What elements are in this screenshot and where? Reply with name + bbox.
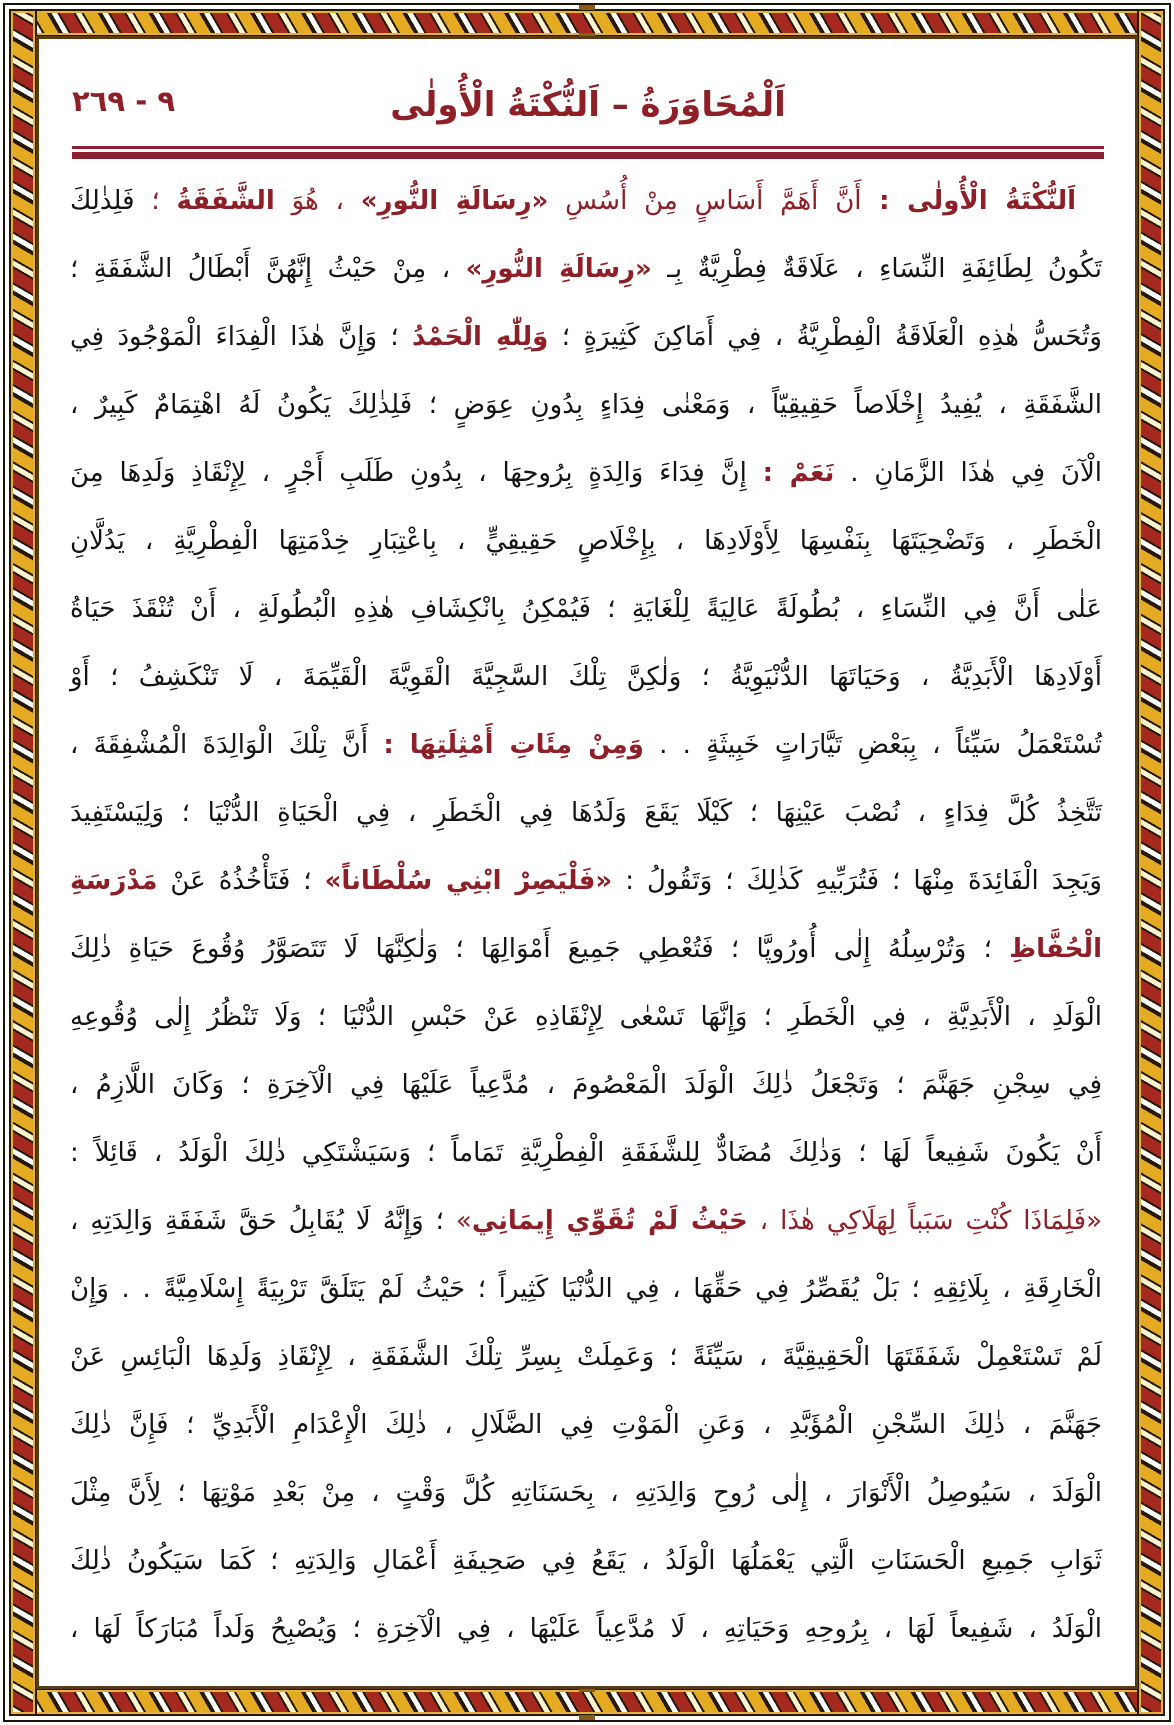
text-line [70, 711, 1102, 779]
text-line [70, 1527, 1102, 1595]
text-segment-highlight: ، هُوَ [274, 186, 361, 216]
border-center-ornament [579, 1715, 595, 1720]
text-segment: الْوَلَدَ ، سَيُوصِلُ الْأَنْوَارَ ، إِلٰى رُوحِ وَالِدَتِهِ ، بِحَسَنَاتِهِ كُلَّ وَقْتٍ ، مِنْ بَعْدِ مَوْتِهَا ؛ لِأَنَّ مِثْلَ [70, 1478, 1102, 1508]
ornamental-border-top [9, 9, 1165, 37]
text-segment: الْآنَ فِي هٰذَا الزَّمَانِ . [834, 458, 1102, 488]
text-segment: تَتَّخِذُ كُلَّ فِدَاءٍ ، نُصْبَ عَيْنِهَا ؛ كَيْلَا يَقَعَ وَلَدُهَا فِي الْخَطَرِ ، فِي الْحَيَاةِ الدُّنْيَا ؛ وَلِيَسْتَفِيدَ [70, 798, 1102, 828]
text-segment: أَوْلَادِهَا الْأَبَدِيَّةُ ، وَحَيَاتَهَا الدُّنْيَوِيَّةُ ؛ وَلٰكِنَّ تِلْكَ السَّجِيَّةَ الْقَوِيَّةَ الْقَيِّمَةَ ، لَا تَنْكَشِفُ ؛ أَوْ [70, 662, 1102, 692]
header-rule-thick [72, 152, 1104, 159]
text-line [70, 847, 1102, 915]
text-segment: ثَوَابِ جَمِيعِ الْحَسَنَاتِ الَّتِي يَعْمَلُهَا الْوَلَدُ ، يَقَعُ فِي صَحِيفَةِ أَعْمَالِ وَالِدَتِهِ ؛ كَمَا سَيَكُونُ ذٰلِكَ [70, 1546, 1102, 1576]
text-line [70, 1119, 1102, 1187]
text-segment: ؛ وَتُرْسِلُهُ إِلٰى أُورُوپَّا ؛ فَتُعْطِي جَمِيعَ أَمْوَالِهَا ؛ وَلٰكِنَّهَا لَا تَتَصَوَّرُ وُقُوعَ حَيَاةِ ذٰلِكَ [70, 934, 1010, 964]
text-line [70, 507, 1102, 575]
text-segment: الْخَارِقَةِ ، بِلَائِقِهِ ؛ بَلْ يُقَصِّرُ فِي حَقِّهَا ، فِي الدُّنْيَا كَثِيراً ؛ حَيْثُ لَمْ يَتَلَقَّ تَرْبِيَةً إِسْلَامِيَّةً . . وَإِنْ [70, 1274, 1102, 1304]
text-segment-highlight: الْحُفَّاظِ [1009, 934, 1102, 964]
text-line [70, 575, 1102, 643]
text-line [70, 1391, 1102, 1459]
text-line [70, 439, 1102, 507]
text-segment: أَنْ يَكُونَ شَفِيعاً لَهَا ؛ وَذٰلِكَ مُضَادٌّ لِلشَّفَقَةِ الْفِطْرِيَّةِ تَمَاماً ؛ وَسَيَشْتَكِي ذٰلِكَ الْوَلَدُ ، قَائِلاً : [70, 1138, 1102, 1168]
text-segment: ؛ فَتَأْخُذُهُ عَنْ [157, 866, 325, 896]
text-segment-highlight: أَنَّ أَهَمَّ أَسَاسٍ مِنْ أُسُسِ [548, 186, 862, 216]
text-segment: لَمْ تَسْتَعْمِلْ شَفَقَتَهَا الْحَقِيقِيَّةَ ، سَيِّئَةً ؛ وَعَمِلَتْ بِسِرِّ تِلْكَ الشَّفَقَةِ ، لِإِنْقَاذِ وَلَدِهَا الْبَائِسِ عَنْ [70, 1342, 1102, 1372]
text-line [70, 1323, 1102, 1391]
text-segment-highlight: وَمِنْ مِئَاتِ أَمْثِلَتِهَا : [383, 730, 644, 760]
text-segment: تَكُونُ لِطَائِفَةِ النِّسَاءِ ، عَلَاقَةٌ فِطْرِيَّةٌ بِـ [651, 254, 1102, 284]
header-rule [72, 146, 1104, 159]
text-segment: تُسْتَعْمَلُ سَيِّئاً ، بِبَعْضِ تَيَّارَاتٍ خَبِيثَةٍ . . [643, 730, 1102, 760]
text-segment: الْخَطَرِ ، وَتَضْحِيَتَهَا بِنَفْسِهَا لِأَوْلَادِهَا ، بِإِخْلَاصٍ حَقِيقِيٍّ ، بِاعْتِبَارِ خِدْمَتِهَا الْفِطْرِيَّةِ ، يَدُلَّانِ [70, 526, 1102, 556]
text-segment-highlight: نَعَمْ : [762, 458, 835, 488]
text-segment: إِنَّ فِدَاءَ وَالِدَةٍ بِرُوحِهَا ، بِدُونِ طَلَبِ أَجْرٍ ، لِإِنْقَاذِ وَلَدِهَا مِنَ [70, 458, 763, 488]
text-segment: وَيَجِدَ الْفَائِدَةَ مِنْهَا ؛ فَتُرَبِّيهِ كَذٰلِكَ ؛ وَتَقُولُ : [612, 866, 1102, 896]
text-line [70, 167, 1102, 235]
border-center-ornament [579, 33, 595, 38]
border-center-ornament [579, 1687, 595, 1692]
text-segment-highlight: وَلِلّٰهِ الْحَمْدُ [412, 322, 549, 352]
text-line [70, 1459, 1102, 1527]
text-line [70, 643, 1102, 711]
text-segment-highlight: «فَلِمَاذَا كُنْتِ سَبَباً لِهَلَاكِي هٰذَا ، [747, 1206, 1102, 1236]
text-line [70, 779, 1102, 847]
text-segment: الشَّفَقَةِ ، يُفِيدُ إِخْلَاصاً حَقِيقِيّاً ، وَمَعْنٰى فِدَاءٍ بِدُونِ عِوَضٍ ؛ فَلِذٰلِكَ يَكُونُ لَهُ اهْتِمَامٌ كَبِيرٌ ، [70, 390, 1102, 420]
text-segment: عَلٰى أَنَّ فِي النِّسَاءِ ، بُطُولَةً عَالِيَةً لِلْغَايَةِ ؛ فَيُمْكِنُ بِانْكِشَافِ هٰذِهِ الْبُطُولَةِ ، أَنْ تُنْقَذَ حَيَاةُ [70, 594, 1102, 624]
ornamental-border-left [9, 9, 37, 1716]
text-segment: الْوَلَدُ ، شَفِيعاً لَهَا ، بِرُوحِهِ وَحَيَاتِهِ ، لَا مُدَّعِياً عَلَيْهَا ، فِي الْآخِرَةِ ؛ وَيُصْبِحُ وَلَداً مُبَارَكاً لَهَا ، [70, 1614, 1102, 1644]
body-text [70, 167, 1102, 1663]
text-line [70, 1595, 1102, 1663]
text-segment-highlight: مَدْرَسَةِ [70, 866, 158, 896]
text-segment: فِي سِجْنِ جَهَنَّمَ ؛ وَتَجْعَلُ ذٰلِكَ الْوَلَدَ الْمَعْصُومَ ، مُدَّعِياً عَلَيْهَا فِي الْآخِرَةِ ؛ وَكَانَ اللَّازِمُ ، [70, 1070, 1102, 1100]
text-segment: وَتُحَسُّ هٰذِهِ الْعَلَاقَةُ الْفِطْرِيَّةُ ، فِي أَمَاكِنَ كَثِيرَةٍ ؛ [548, 322, 1102, 352]
text-segment: ؛ وَإِنَّ هٰذَا الْفِدَاءَ الْمَوْجُودَ فِي [70, 322, 413, 352]
text-segment-highlight: حَيْثُ لَمْ تُقَوِّي إِيمَانِي [471, 1206, 748, 1236]
text-segment: فَلِذٰلِكَ [70, 186, 135, 216]
text-segment-highlight: ؛ [134, 186, 177, 216]
text-segment-highlight: «رِسَالَةِ النُّورِ» [465, 254, 652, 284]
text-line [70, 915, 1102, 983]
page-header [72, 74, 1104, 136]
text-segment-highlight: «رِسَالَةِ النُّورِ» [360, 186, 549, 216]
text-line [70, 235, 1102, 303]
text-segment-highlight: اَلنُّكْتَةُ الْأُولٰى : [861, 186, 1077, 216]
ornamental-border-bottom [9, 1688, 1165, 1716]
text-segment: ؛ وَإِنَّهُ لَا يُقَابِلُ حَقَّ شَفَقَةِ وَالِدَتِهِ ، [70, 1206, 456, 1236]
text-segment-highlight: «فَلْيَصِرْ ابْنِي سُلْطَاناً» [324, 866, 613, 896]
text-line [70, 1051, 1102, 1119]
page-title: اَلْمُحَاوَرَةُ – اَلنُّكْتَةُ الْأُولٰى [390, 85, 786, 125]
border-center-ornament [579, 5, 595, 10]
text-line [70, 371, 1102, 439]
text-line [70, 1255, 1102, 1323]
text-line [70, 1187, 1102, 1255]
text-line [70, 983, 1102, 1051]
text-segment-highlight: » [455, 1206, 472, 1236]
text-segment-highlight: الشَّفَقَةُ [176, 186, 275, 216]
page-number: ٩ - ٢٦٩ [72, 84, 176, 118]
text-segment: ، مِنْ حَيْثُ إِنَّهُنَّ أَبْطَالُ الشَّفَقَةِ ؛ [70, 254, 466, 284]
text-line [70, 303, 1102, 371]
ornamental-border-right [1137, 9, 1165, 1716]
text-segment: الْوَلَدِ ، الْأَبَدِيَّةِ ، فِي الْخَطَرِ ؛ وَإِنَّهَا تَسْعٰى لِإِنْقَاذِهِ عَنْ حَبْسِ الدُّنْيَا ؛ وَلَا تَنْظُرُ إِلٰى وُقُوعِهِ [70, 1002, 1102, 1032]
text-segment: جَهَنَّمَ ، ذٰلِكَ السِّجْنِ الْمُؤَبَّدِ ، وَعَنِ الْمَوْتِ فِي الضَّلَالِ ، ذٰلِكَ الْإِعْدَامِ الْأَبَدِيِّ ؛ فَإِنَّ ذٰلِكَ [70, 1410, 1102, 1440]
text-segment: أَنَّ تِلْكَ الْوَالِدَةَ الْمُشْفِقَةَ ، [70, 730, 384, 760]
